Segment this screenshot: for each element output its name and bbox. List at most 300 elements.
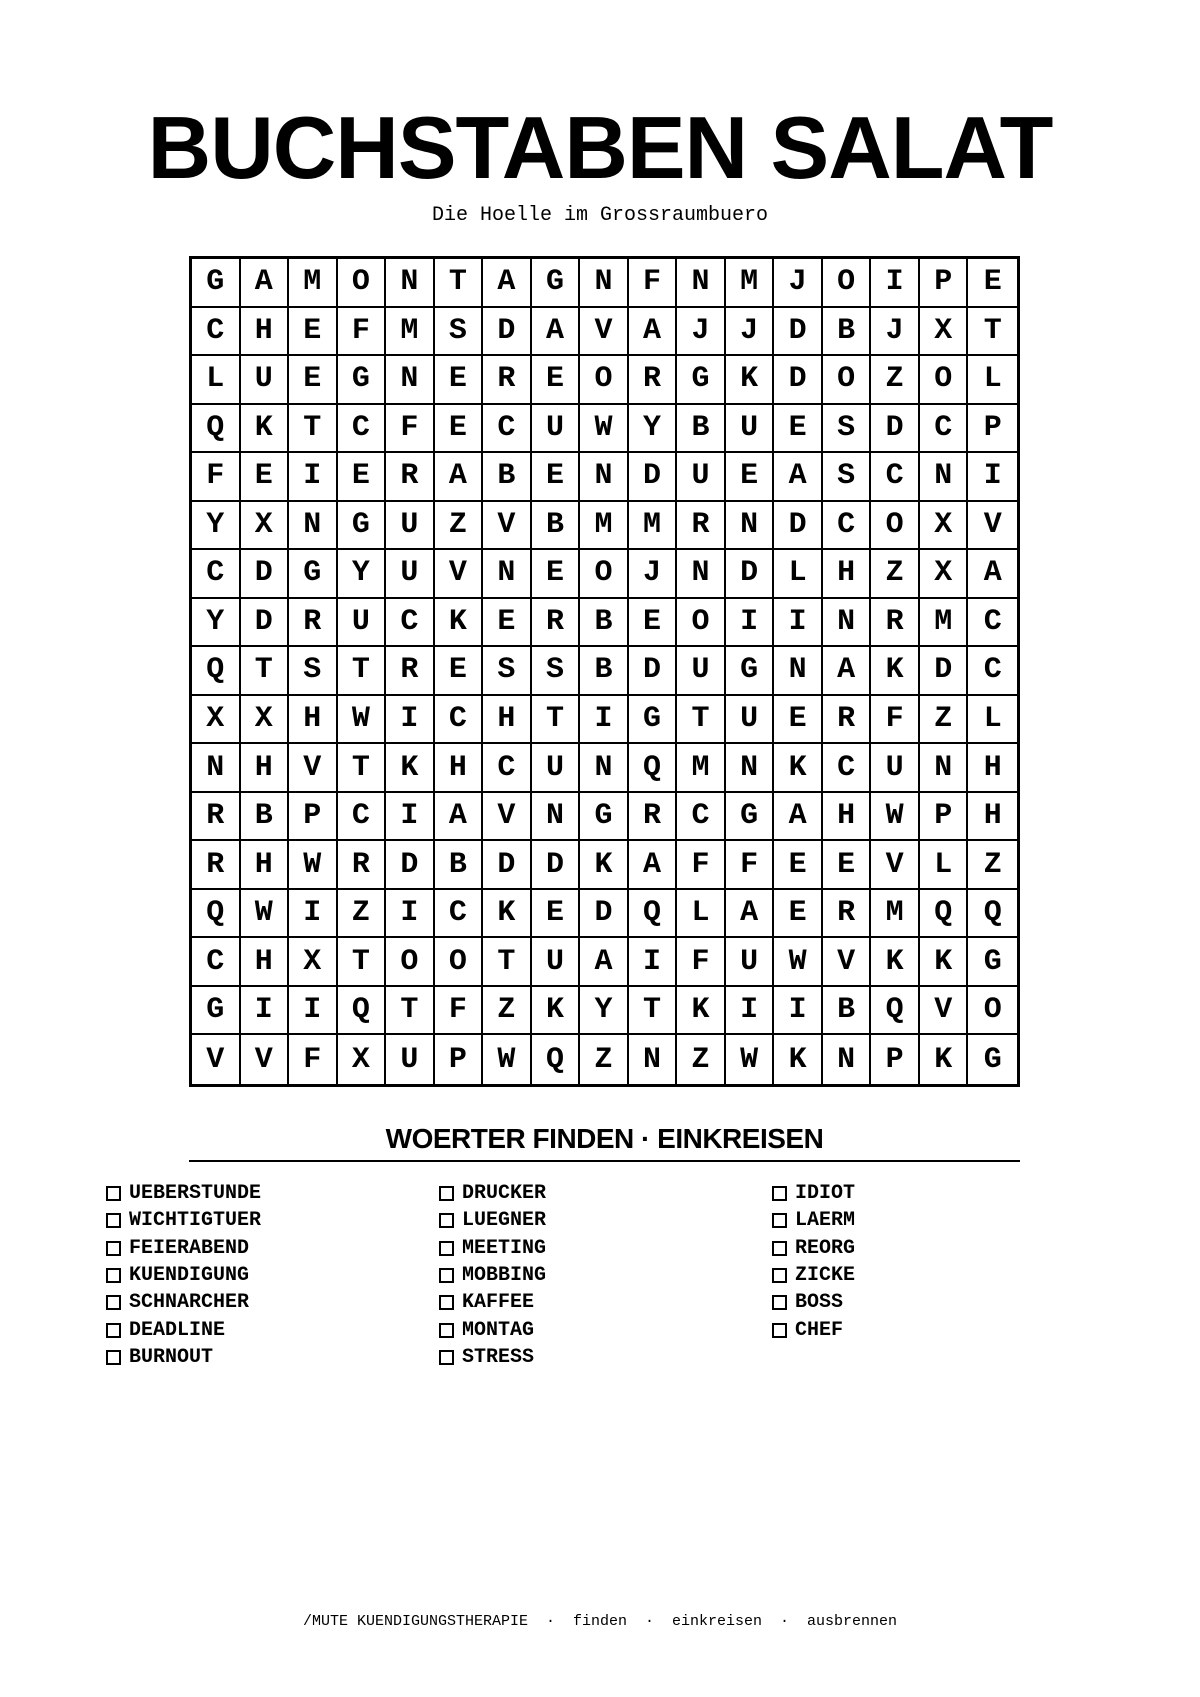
grid-cell[interactable]: Q	[968, 890, 1017, 939]
grid-cell[interactable]: E	[774, 696, 823, 745]
grid-cell[interactable]: D	[774, 308, 823, 357]
grid-cell[interactable]: I	[871, 259, 920, 308]
grid-cell[interactable]: B	[823, 987, 872, 1036]
checkbox-icon[interactable]	[106, 1295, 121, 1310]
grid-cell[interactable]: L	[677, 890, 726, 939]
grid-cell[interactable]: B	[823, 308, 872, 357]
grid-cell[interactable]: T	[386, 987, 435, 1036]
grid-cell[interactable]: X	[289, 938, 338, 987]
grid-cell[interactable]: X	[241, 696, 290, 745]
grid-cell[interactable]: D	[532, 841, 581, 890]
grid-cell[interactable]: U	[386, 502, 435, 551]
grid-cell[interactable]: E	[289, 308, 338, 357]
grid-cell[interactable]: F	[629, 259, 678, 308]
grid-cell[interactable]: W	[580, 405, 629, 454]
grid-cell[interactable]: Q	[532, 1035, 581, 1084]
grid-cell[interactable]: F	[435, 987, 484, 1036]
grid-cell[interactable]: T	[241, 647, 290, 696]
grid-cell[interactable]: C	[435, 890, 484, 939]
grid-cell[interactable]: R	[289, 599, 338, 648]
grid-cell[interactable]: N	[580, 453, 629, 502]
grid-cell[interactable]: M	[386, 308, 435, 357]
checkbox-icon[interactable]	[772, 1186, 787, 1201]
grid-cell[interactable]: M	[726, 259, 775, 308]
grid-cell[interactable]: Q	[192, 405, 241, 454]
grid-cell[interactable]: E	[532, 453, 581, 502]
grid-cell[interactable]: H	[241, 938, 290, 987]
grid-cell[interactable]: O	[386, 938, 435, 987]
grid-cell[interactable]: U	[726, 938, 775, 987]
grid-cell[interactable]: N	[677, 259, 726, 308]
grid-cell[interactable]: Z	[580, 1035, 629, 1084]
grid-cell[interactable]: V	[483, 793, 532, 842]
grid-cell[interactable]: F	[871, 696, 920, 745]
grid-cell[interactable]: A	[435, 793, 484, 842]
grid-cell[interactable]: E	[968, 259, 1017, 308]
grid-cell[interactable]: S	[823, 453, 872, 502]
grid-cell[interactable]: Z	[435, 502, 484, 551]
grid-cell[interactable]: U	[871, 744, 920, 793]
grid-cell[interactable]: I	[968, 453, 1017, 502]
grid-cell[interactable]: F	[289, 1035, 338, 1084]
grid-cell[interactable]: N	[483, 550, 532, 599]
grid-cell[interactable]: P	[435, 1035, 484, 1084]
grid-cell[interactable]: Z	[968, 841, 1017, 890]
grid-cell[interactable]: U	[532, 938, 581, 987]
grid-cell[interactable]: C	[338, 405, 387, 454]
checkbox-icon[interactable]	[439, 1323, 454, 1338]
grid-cell[interactable]: D	[629, 453, 678, 502]
grid-cell[interactable]: N	[823, 599, 872, 648]
grid-cell[interactable]: B	[580, 647, 629, 696]
checkbox-icon[interactable]	[439, 1213, 454, 1228]
grid-cell[interactable]: V	[823, 938, 872, 987]
grid-cell[interactable]: C	[192, 938, 241, 987]
grid-cell[interactable]: P	[968, 405, 1017, 454]
grid-cell[interactable]: O	[580, 356, 629, 405]
grid-cell[interactable]: C	[920, 405, 969, 454]
checkbox-icon[interactable]	[772, 1323, 787, 1338]
grid-cell[interactable]: D	[241, 599, 290, 648]
checkbox-icon[interactable]	[106, 1241, 121, 1256]
grid-cell[interactable]: E	[629, 599, 678, 648]
grid-cell[interactable]: D	[726, 550, 775, 599]
grid-cell[interactable]: N	[774, 647, 823, 696]
grid-cell[interactable]: J	[726, 308, 775, 357]
grid-cell[interactable]: J	[629, 550, 678, 599]
grid-cell[interactable]: N	[289, 502, 338, 551]
grid-cell[interactable]: N	[823, 1035, 872, 1084]
grid-cell[interactable]: U	[726, 405, 775, 454]
checkbox-icon[interactable]	[106, 1186, 121, 1201]
grid-cell[interactable]: S	[483, 647, 532, 696]
grid-cell[interactable]: A	[435, 453, 484, 502]
grid-cell[interactable]: K	[920, 1035, 969, 1084]
grid-cell[interactable]: G	[677, 356, 726, 405]
grid-cell[interactable]: Q	[920, 890, 969, 939]
grid-cell[interactable]: Y	[338, 550, 387, 599]
grid-cell[interactable]: S	[532, 647, 581, 696]
grid-cell[interactable]: V	[241, 1035, 290, 1084]
grid-cell[interactable]: R	[483, 356, 532, 405]
grid-cell[interactable]: R	[871, 599, 920, 648]
grid-cell[interactable]: O	[580, 550, 629, 599]
grid-cell[interactable]: F	[726, 841, 775, 890]
grid-cell[interactable]: R	[823, 890, 872, 939]
grid-cell[interactable]: T	[629, 987, 678, 1036]
checkbox-icon[interactable]	[772, 1241, 787, 1256]
grid-cell[interactable]: I	[386, 890, 435, 939]
grid-cell[interactable]: N	[580, 259, 629, 308]
grid-cell[interactable]: Z	[483, 987, 532, 1036]
grid-cell[interactable]: D	[386, 841, 435, 890]
grid-cell[interactable]: E	[774, 890, 823, 939]
grid-cell[interactable]: M	[920, 599, 969, 648]
grid-cell[interactable]: C	[677, 793, 726, 842]
grid-cell[interactable]: Y	[192, 502, 241, 551]
grid-cell[interactable]: G	[532, 259, 581, 308]
grid-cell[interactable]: H	[241, 744, 290, 793]
grid-cell[interactable]: O	[871, 502, 920, 551]
grid-cell[interactable]: H	[435, 744, 484, 793]
grid-cell[interactable]: P	[920, 793, 969, 842]
grid-cell[interactable]: U	[532, 744, 581, 793]
grid-cell[interactable]: B	[580, 599, 629, 648]
grid-cell[interactable]: V	[968, 502, 1017, 551]
grid-cell[interactable]: G	[726, 647, 775, 696]
checkbox-icon[interactable]	[106, 1213, 121, 1228]
grid-cell[interactable]: J	[871, 308, 920, 357]
grid-cell[interactable]: N	[386, 356, 435, 405]
grid-cell[interactable]: T	[289, 405, 338, 454]
grid-cell[interactable]: W	[241, 890, 290, 939]
grid-cell[interactable]: C	[192, 308, 241, 357]
grid-cell[interactable]: E	[435, 647, 484, 696]
grid-cell[interactable]: C	[338, 793, 387, 842]
grid-cell[interactable]: C	[192, 550, 241, 599]
grid-cell[interactable]: N	[386, 259, 435, 308]
grid-cell[interactable]: M	[580, 502, 629, 551]
grid-cell[interactable]: I	[629, 938, 678, 987]
grid-cell[interactable]: D	[871, 405, 920, 454]
checkbox-icon[interactable]	[439, 1295, 454, 1310]
grid-cell[interactable]: F	[192, 453, 241, 502]
grid-cell[interactable]: D	[241, 550, 290, 599]
grid-cell[interactable]: A	[968, 550, 1017, 599]
grid-cell[interactable]: S	[435, 308, 484, 357]
grid-cell[interactable]: U	[532, 405, 581, 454]
grid-cell[interactable]: E	[532, 356, 581, 405]
grid-cell[interactable]: A	[629, 841, 678, 890]
grid-cell[interactable]: U	[677, 453, 726, 502]
checkbox-icon[interactable]	[106, 1268, 121, 1283]
grid-cell[interactable]: V	[580, 308, 629, 357]
grid-cell[interactable]: X	[241, 502, 290, 551]
grid-cell[interactable]: C	[968, 647, 1017, 696]
grid-cell[interactable]: P	[289, 793, 338, 842]
grid-cell[interactable]: N	[629, 1035, 678, 1084]
grid-cell[interactable]: K	[871, 647, 920, 696]
grid-cell[interactable]: Y	[580, 987, 629, 1036]
grid-cell[interactable]: H	[823, 550, 872, 599]
grid-cell[interactable]: M	[289, 259, 338, 308]
grid-cell[interactable]: D	[580, 890, 629, 939]
grid-cell[interactable]: E	[435, 356, 484, 405]
grid-cell[interactable]: I	[726, 987, 775, 1036]
grid-cell[interactable]: N	[532, 793, 581, 842]
grid-cell[interactable]: N	[580, 744, 629, 793]
grid-cell[interactable]: L	[920, 841, 969, 890]
grid-cell[interactable]: N	[726, 502, 775, 551]
grid-cell[interactable]: K	[726, 356, 775, 405]
grid-cell[interactable]: R	[823, 696, 872, 745]
grid-cell[interactable]: K	[774, 1035, 823, 1084]
grid-cell[interactable]: H	[289, 696, 338, 745]
grid-cell[interactable]: B	[241, 793, 290, 842]
grid-cell[interactable]: R	[192, 841, 241, 890]
grid-cell[interactable]: F	[338, 308, 387, 357]
grid-cell[interactable]: P	[920, 259, 969, 308]
grid-cell[interactable]: E	[338, 453, 387, 502]
grid-cell[interactable]: T	[338, 647, 387, 696]
grid-cell[interactable]: U	[677, 647, 726, 696]
grid-cell[interactable]: R	[192, 793, 241, 842]
grid-cell[interactable]: R	[386, 647, 435, 696]
grid-cell[interactable]: Z	[871, 550, 920, 599]
grid-cell[interactable]: H	[241, 308, 290, 357]
grid-cell[interactable]: Q	[338, 987, 387, 1036]
grid-cell[interactable]: G	[726, 793, 775, 842]
grid-cell[interactable]: X	[920, 502, 969, 551]
grid-cell[interactable]: U	[386, 550, 435, 599]
grid-cell[interactable]: V	[920, 987, 969, 1036]
grid-cell[interactable]: F	[677, 841, 726, 890]
grid-cell[interactable]: T	[483, 938, 532, 987]
checkbox-icon[interactable]	[106, 1323, 121, 1338]
grid-cell[interactable]: U	[386, 1035, 435, 1084]
grid-cell[interactable]: E	[532, 550, 581, 599]
grid-cell[interactable]: B	[677, 405, 726, 454]
checkbox-icon[interactable]	[106, 1350, 121, 1365]
grid-cell[interactable]: O	[920, 356, 969, 405]
grid-cell[interactable]: T	[338, 938, 387, 987]
grid-cell[interactable]: G	[983, 1042, 1002, 1077]
grid-cell[interactable]: K	[677, 987, 726, 1036]
grid-cell[interactable]: I	[241, 987, 290, 1036]
grid-cell[interactable]: A	[241, 259, 290, 308]
grid-cell[interactable]: E	[483, 599, 532, 648]
grid-cell[interactable]: T	[677, 696, 726, 745]
grid-cell[interactable]: C	[386, 599, 435, 648]
grid-cell[interactable]: G	[192, 259, 241, 308]
grid-cell[interactable]: M	[871, 890, 920, 939]
checkbox-icon[interactable]	[772, 1268, 787, 1283]
grid-cell[interactable]: J	[677, 308, 726, 357]
grid-cell[interactable]: T	[435, 259, 484, 308]
checkbox-icon[interactable]	[439, 1241, 454, 1256]
grid-cell[interactable]: A	[580, 938, 629, 987]
grid-cell[interactable]: X	[920, 308, 969, 357]
grid-cell[interactable]: I	[289, 453, 338, 502]
grid-cell[interactable]: N	[677, 550, 726, 599]
grid-cell[interactable]: A	[483, 259, 532, 308]
grid-cell[interactable]: F	[677, 938, 726, 987]
grid-cell[interactable]: E	[241, 453, 290, 502]
grid-cell[interactable]: E	[532, 890, 581, 939]
grid-cell[interactable]: E	[774, 841, 823, 890]
grid-cell[interactable]: T	[338, 744, 387, 793]
grid-cell[interactable]: R	[386, 453, 435, 502]
grid-cell[interactable]: K	[386, 744, 435, 793]
grid-cell[interactable]: G	[338, 356, 387, 405]
grid-cell[interactable]: C	[483, 744, 532, 793]
grid-cell[interactable]: C	[483, 405, 532, 454]
grid-cell[interactable]: K	[580, 841, 629, 890]
grid-cell[interactable]: H	[968, 744, 1017, 793]
grid-cell[interactable]: N	[192, 744, 241, 793]
grid-cell[interactable]: V	[289, 744, 338, 793]
grid-cell[interactable]: G	[338, 502, 387, 551]
grid-cell[interactable]: V	[435, 550, 484, 599]
grid-cell[interactable]: Q	[629, 744, 678, 793]
grid-cell[interactable]: Q	[629, 890, 678, 939]
grid-cell[interactable]: H	[241, 841, 290, 890]
grid-cell[interactable]: G	[192, 987, 241, 1036]
grid-cell[interactable]: C	[435, 696, 484, 745]
grid-cell[interactable]: R	[532, 599, 581, 648]
grid-cell[interactable]: V	[871, 841, 920, 890]
grid-cell[interactable]: G	[289, 550, 338, 599]
grid-cell[interactable]: K	[435, 599, 484, 648]
grid-cell[interactable]: D	[629, 647, 678, 696]
grid-cell[interactable]: A	[774, 793, 823, 842]
grid-cell[interactable]: X	[338, 1035, 387, 1084]
grid-cell[interactable]: W	[483, 1035, 532, 1084]
grid-cell[interactable]: V	[192, 1035, 241, 1084]
grid-cell[interactable]: E	[289, 356, 338, 405]
grid-cell[interactable]: N	[920, 453, 969, 502]
grid-cell[interactable]: Z	[871, 356, 920, 405]
grid-cell[interactable]: K	[920, 938, 969, 987]
grid-cell[interactable]: C	[823, 744, 872, 793]
grid-cell[interactable]: W	[338, 696, 387, 745]
grid-cell[interactable]: P	[871, 1035, 920, 1084]
grid-cell[interactable]: S	[289, 647, 338, 696]
grid-cell[interactable]: F	[386, 405, 435, 454]
grid-cell[interactable]: I	[774, 987, 823, 1036]
grid-cell[interactable]: O	[435, 938, 484, 987]
grid-cell[interactable]: Z	[920, 696, 969, 745]
grid-cell[interactable]: A	[629, 308, 678, 357]
grid-cell[interactable]: W	[289, 841, 338, 890]
grid-cell[interactable]: I	[386, 696, 435, 745]
grid-cell[interactable]: D	[483, 308, 532, 357]
grid-cell[interactable]: C	[968, 599, 1017, 648]
grid-cell[interactable]: I	[386, 793, 435, 842]
grid-cell[interactable]: R	[629, 356, 678, 405]
grid-cell[interactable]: I	[774, 599, 823, 648]
grid-cell[interactable]: R	[677, 502, 726, 551]
checkbox-icon[interactable]	[439, 1350, 454, 1365]
grid-cell[interactable]: D	[774, 356, 823, 405]
grid-cell[interactable]: G	[968, 938, 1017, 987]
grid-cell[interactable]: W	[774, 938, 823, 987]
grid-cell[interactable]: I	[289, 890, 338, 939]
grid-cell[interactable]: R	[338, 841, 387, 890]
grid-cell[interactable]: W	[871, 793, 920, 842]
grid-cell[interactable]: K	[483, 890, 532, 939]
grid-cell[interactable]: O	[677, 599, 726, 648]
grid-cell[interactable]: K	[774, 744, 823, 793]
grid-cell[interactable]: I	[726, 599, 775, 648]
grid-cell[interactable]: D	[483, 841, 532, 890]
grid-cell[interactable]: E	[726, 453, 775, 502]
grid-cell[interactable]: C	[823, 502, 872, 551]
grid-cell[interactable]: B	[532, 502, 581, 551]
grid-cell[interactable]: D	[774, 502, 823, 551]
checkbox-icon[interactable]	[439, 1268, 454, 1283]
grid-cell[interactable]: Q	[871, 987, 920, 1036]
grid-cell[interactable]: L	[968, 356, 1017, 405]
grid-cell[interactable]: Z	[338, 890, 387, 939]
grid-cell[interactable]: I	[580, 696, 629, 745]
grid-cell[interactable]: M	[677, 744, 726, 793]
grid-cell[interactable]: B	[483, 453, 532, 502]
grid-cell[interactable]: B	[435, 841, 484, 890]
grid-cell[interactable]: X	[192, 696, 241, 745]
grid-cell[interactable]: O	[823, 356, 872, 405]
grid-cell[interactable]: Q	[192, 890, 241, 939]
grid-cell[interactable]: Q	[192, 647, 241, 696]
grid-cell[interactable]: Y	[192, 599, 241, 648]
grid-cell[interactable]: Z	[677, 1035, 726, 1084]
grid-cell[interactable]: U	[241, 356, 290, 405]
grid-cell[interactable]: D	[920, 647, 969, 696]
grid-cell[interactable]: E	[774, 405, 823, 454]
grid-cell[interactable]: E	[823, 841, 872, 890]
grid-cell[interactable]: A	[726, 890, 775, 939]
grid-cell[interactable]: O	[338, 259, 387, 308]
grid-cell[interactable]: K	[871, 938, 920, 987]
grid-cell[interactable]: A	[532, 308, 581, 357]
grid-cell[interactable]: J	[774, 259, 823, 308]
grid-cell[interactable]: A	[823, 647, 872, 696]
checkbox-icon[interactable]	[772, 1213, 787, 1228]
grid-cell[interactable]: A	[774, 453, 823, 502]
grid-cell[interactable]: N	[726, 744, 775, 793]
grid-cell[interactable]: M	[629, 502, 678, 551]
grid-cell[interactable]: N	[920, 744, 969, 793]
grid-cell[interactable]: U	[338, 599, 387, 648]
grid-cell[interactable]: L	[774, 550, 823, 599]
grid-cell[interactable]: T	[532, 696, 581, 745]
checkbox-icon[interactable]	[772, 1295, 787, 1310]
grid-cell[interactable]: T	[968, 308, 1017, 357]
grid-cell[interactable]: U	[726, 696, 775, 745]
grid-cell[interactable]: I	[289, 987, 338, 1036]
grid-cell[interactable]: V	[483, 502, 532, 551]
grid-cell[interactable]: Y	[629, 405, 678, 454]
grid-cell[interactable]: H	[968, 793, 1017, 842]
grid-cell[interactable]: W	[726, 1035, 775, 1084]
grid-cell[interactable]: S	[823, 405, 872, 454]
grid-cell[interactable]: O	[968, 987, 1017, 1036]
grid-cell[interactable]: E	[435, 405, 484, 454]
grid-cell[interactable]: O	[823, 259, 872, 308]
grid-cell[interactable]: C	[871, 453, 920, 502]
grid-cell[interactable]: G	[580, 793, 629, 842]
checkbox-icon[interactable]	[439, 1186, 454, 1201]
